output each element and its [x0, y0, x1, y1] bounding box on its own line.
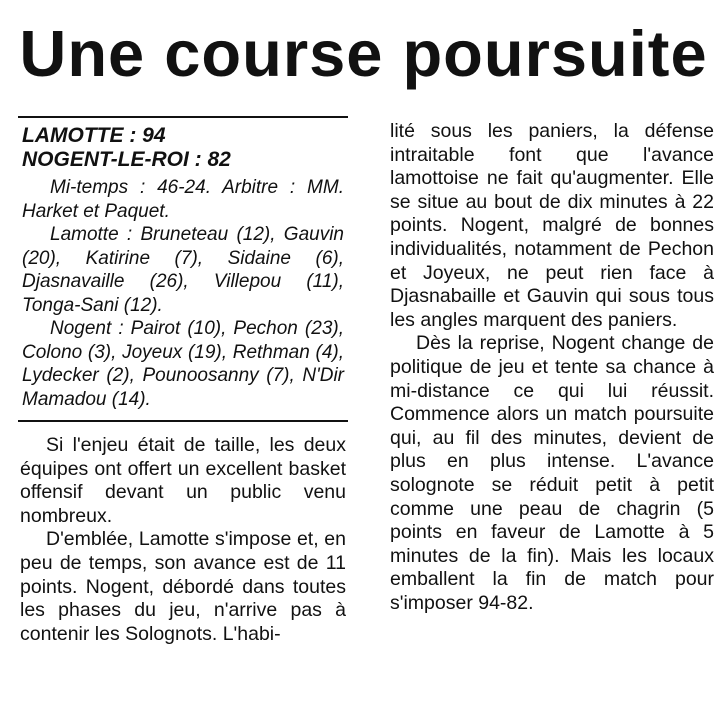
match-sheet [18, 176, 348, 411]
score-block [22, 124, 348, 172]
paragraph-first-half: lité sous les paniers, la défense intraitable font que l'avance lamottoise ne fait qu'augmenter. Elle se situe au bout de dix minutes à 22 points. Nogent, malgré de bonnes individualités, notamment de Pechon et Joyeux, ne peut rien face à Djasnabaille et Gauvin qui sous tous les angles marquent des paniers. [390, 120, 714, 331]
top-rule [18, 116, 348, 118]
halftime-referees: Mi-temps : 46-24. Arbitre : MM. Harket et Paquet. [22, 177, 344, 222]
score-home: LAMOTTE : 94 [22, 124, 166, 147]
lineup-lamotte: Lamotte : Bruneteau (12), Gauvin (20), Katirine (7), Sidaine (6), Djasnavaille (26), Villepou (11), Tonga-Sani (12). [22, 224, 344, 316]
paragraph-start: D'emblée, Lamotte s'impose et, en peu de temps, son avance est de 11 points. Nogent, débordé dans toutes les phases du jeu, n'arrive pas à contenir les Solognots. L'habi- [20, 528, 346, 645]
paragraph-intro: Si l'enjeu était de taille, les deux équipes ont offert un excellent basket offensif devant un public venu nombreux. [20, 434, 346, 527]
left-column [18, 116, 348, 646]
lineup-nogent: Nogent : Pairot (10), Pechon (23), Colono (3), Joyeux (19), Rethman (4), Lydecker (2), Pounoosanny (7), N'Dir Mamadou (14). [22, 318, 344, 410]
score-away: NOGENT-LE-ROI : 82 [22, 148, 231, 171]
article-headline: Une course poursuite [19, 17, 708, 90]
right-body-text [388, 120, 716, 615]
left-body-text [18, 434, 348, 646]
paragraph-second-half: Dès la reprise, Nogent change de politique de jeu et tente sa chance à mi-distance ce qui lui réussit. Commence alors un match poursuite qui, au fil des minutes, devient de plus en plus intense. L'avance solognote se réduit petit à petit comme une peau de chagrin (5 points en faveur de Lamotte à 5 minutes de la fin). Mais les locaux emballent la fin de match pour s'imposer 94-82. [390, 332, 714, 614]
right-column [388, 120, 716, 615]
mid-rule [18, 420, 348, 422]
